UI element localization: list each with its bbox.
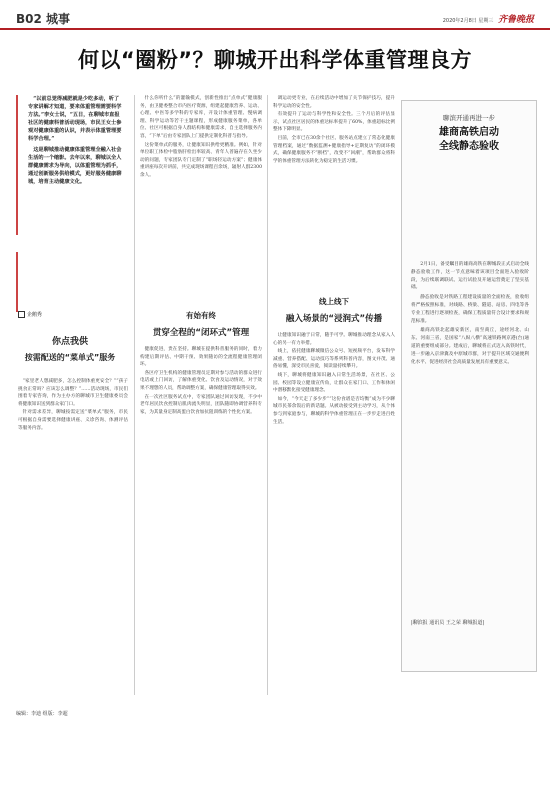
column-2-top [140,95,262,181]
body-paragraph: 线下，聊城将健康知识融入日常生活场景，在社区、公园、校园等设立健康宣传角，让群众在家门口、工作和休闲中潜移默化接受健康理念。 [273,372,395,394]
subheading-online-offline-2: 融入场景的“浸润式”传播 [285,314,383,324]
sidebar-body [411,261,529,368]
masthead-right [443,12,534,25]
subheading-closed-loop-1: 有始有终 [186,311,216,320]
body-paragraph: 目前，全市已在30余个社区、服务站点建立了常态化健康管理档案，通过“数据监测+健康指导+定期复访”的闭环模式，确保健康服务不“断档”，改变不“回潮”，帮助群众将科学的体重管理方法转化为稳定的生活习惯。 [273,135,395,164]
camera-icon [18,311,25,318]
sidebar-title-line1: 雄商高铁启动 [439,127,499,138]
sidebar-title-line2: 全线静态验收 [439,141,499,152]
sidebar-paragraph: 2月1日，备受瞩目的雄商高铁在聊城段正式启动全线静态验收工作，这一节点意味着该项目全面进入验收阶段，为后续联调联试、运行试验及开通运营奠定了坚实基础。 [411,262,529,291]
body-paragraph: 调运动更专业，在后续活动中增加了关节保护技巧，提升科学运动的安全性。 [273,96,395,109]
lead-paragraphs [28,95,124,305]
subheading-menu [18,334,122,366]
body-paragraph: 什么你听什么”的灌输模式，创新性推出“点单式”健康服务，由卫健委整合市内医疗资源，组建起健康营养、运动、心理、中医等多学科的专家库，开设计体重管理、慢病调理、科学运动等若干主题课程，形成健康服务菜单，各单位、社区可根据自身人群结构和健康需求，自主选择服务内容，“下单”后由专家团队上门提供定制化科普与指导。 [140,96,262,139]
lead-paragraph: 这是聊城推动健康体重管理全融入社会生活的一个缩影。去年以来，聊城以全人群健康需求为导向，以体重管理为抓手，通过创新服务供给模式，更好服务健康聊城，培育主动健康文化。 [28,147,122,185]
sidebar-title [402,126,536,154]
lead-paragraph: “以前总觉得减肥就是少吃多动，听了专家讲解才知道，要来体重管理需要科学方法。”李女士说，“五日，在聊城市直报社区的健康科普活动现场，市民王女士参观对健康体重的认识，并表示体重管理要科学合理。” [28,96,122,142]
lead-accent-bar [16,95,18,235]
sidebar-paragraph: 雄商高铁北起雄安新区，南至商丘，途经河北、山东、河南三省，是国家“八纵八横”高速铁路网京港(台)通道的重要组成部分。建成后，聊城将正式迈入高铁时代，进一步融入京津冀及中原城市群，对于提升区域交通便利化水平、促进经济社会高质量发展具有重要意义。 [411,328,529,365]
photo-credit: 企鹅秀 [18,311,42,318]
column-3-bottom [273,332,395,427]
issue-date: 2020年2月8日 星期三 [442,18,494,24]
column-rule [134,95,135,695]
body-paragraph: 健康促进，贵在坚持。聊城在提供科普服务的同时，着力构建后期评估、中期干预、效果随访的全流程健康管理闭环。 [140,347,262,368]
subheading-line1: 你点我供 [51,337,88,347]
sidebar-paragraph: 静态验收是对铁路工程建设质量的全面检查，验收组将严格按照标准，对线路、桥梁、隧道、站房、四电等各专业工程进行逐项检查，确保工程质量符合设计要求和规范标准。 [411,295,529,324]
body-paragraph: “家里老人想减肥多，怎么控制体重更安全？”“孩子挑食正常吗？应该怎么调整？”……活动现场，市民们围着专家咨询，作为主办方的聊城市卫生健康委员会将健康知识送到群众家门口。 [18,379,128,407]
column-rule [267,95,268,695]
body-paragraph: 让健康知识融于日常，随手可学。聊城推动理念从家入人心的另一有力举措。 [273,333,395,346]
body-paragraph: 如今，“今天走了多少步”“这份食谱是否均衡”成为不少聊城市民茶余饭后的新话题。从被动接受到主动学习，从个体参与到家庭参与，聊城的科学体重管理正在一步步走进百姓生活。 [273,396,395,425]
editor-credits: 编辑：李迪 组版：李超 [16,711,68,717]
lead-accent-bar [16,252,18,312]
page-headline: 何以“圈粉”？聊城开出科学体重管理良方 [77,48,473,72]
body-paragraph: 针对需求差异，聊城按需定送“菜单式”服务，市民可根据自身需要选择健康讲座、义诊咨询、体测评估等服务内容。 [18,410,128,431]
column-2-bottom [140,346,262,417]
subheading-line2: 按需配送的“菜单式”服务 [24,353,116,362]
body-paragraph: 这份菜单式的服务，让健康知识供给更精准。例如，针对单位职工体检中脂肪肝检出率较高、青年人普遍存在久坐少动的问题，专家团队专门定制了“职场轻运动方案”；健康体重讲座每次开讲前，共完成现场课程百余场，辐射人群2300余人。 [140,142,262,178]
body-paragraph: 各区疗卫生机构的健康管理员定期对参与活动的群众进行电话或上门回访，了解体重变化、饮食及运动情况，对于效果不理想的人员，帮助调整方案，确保健康管理取得实效。 [140,370,262,391]
sidebar-credits: |聊滨报 通讯员 王之荣 聊城报道| [411,620,485,626]
newspaper-logo: 齐鲁晚报 [497,15,534,25]
sidebar-kicker: 聊滨开通再进一步 [443,114,495,122]
body-paragraph: 在一次社区服务试点中，专家团队通过回访发现，不少中老年居民饮食控制后肌肉流失明显，团队随即协调营养科专家，为其量身定制高蛋白饮食加抗阻训练的个性化方案。 [140,394,262,415]
column-3-top [273,95,395,166]
body-paragraph: 线上，依托健康聊城微信公众号、短视频平台，发布科学减重、营养搭配、运动技巧等系列科普内容，图文并茂、通俗易懂，深受市民喜爱，阅读量持续攀升。 [273,349,395,370]
body-paragraph: 有效提升了运动与科学性和安全性。三个月后的评估显示，试点社区居民的体重达标率提升了60%，体重超标比例整体下降明显。 [273,112,395,133]
masthead [0,0,550,30]
subheading-closed-loop-2: 贯穿全程的“闭环式”管理 [152,328,250,338]
section-code: B02 城事 [16,12,71,26]
sidebar-news-box [401,100,537,672]
subheading-online-offline-1: 线上线下 [319,297,349,306]
column-1-body [18,378,128,433]
